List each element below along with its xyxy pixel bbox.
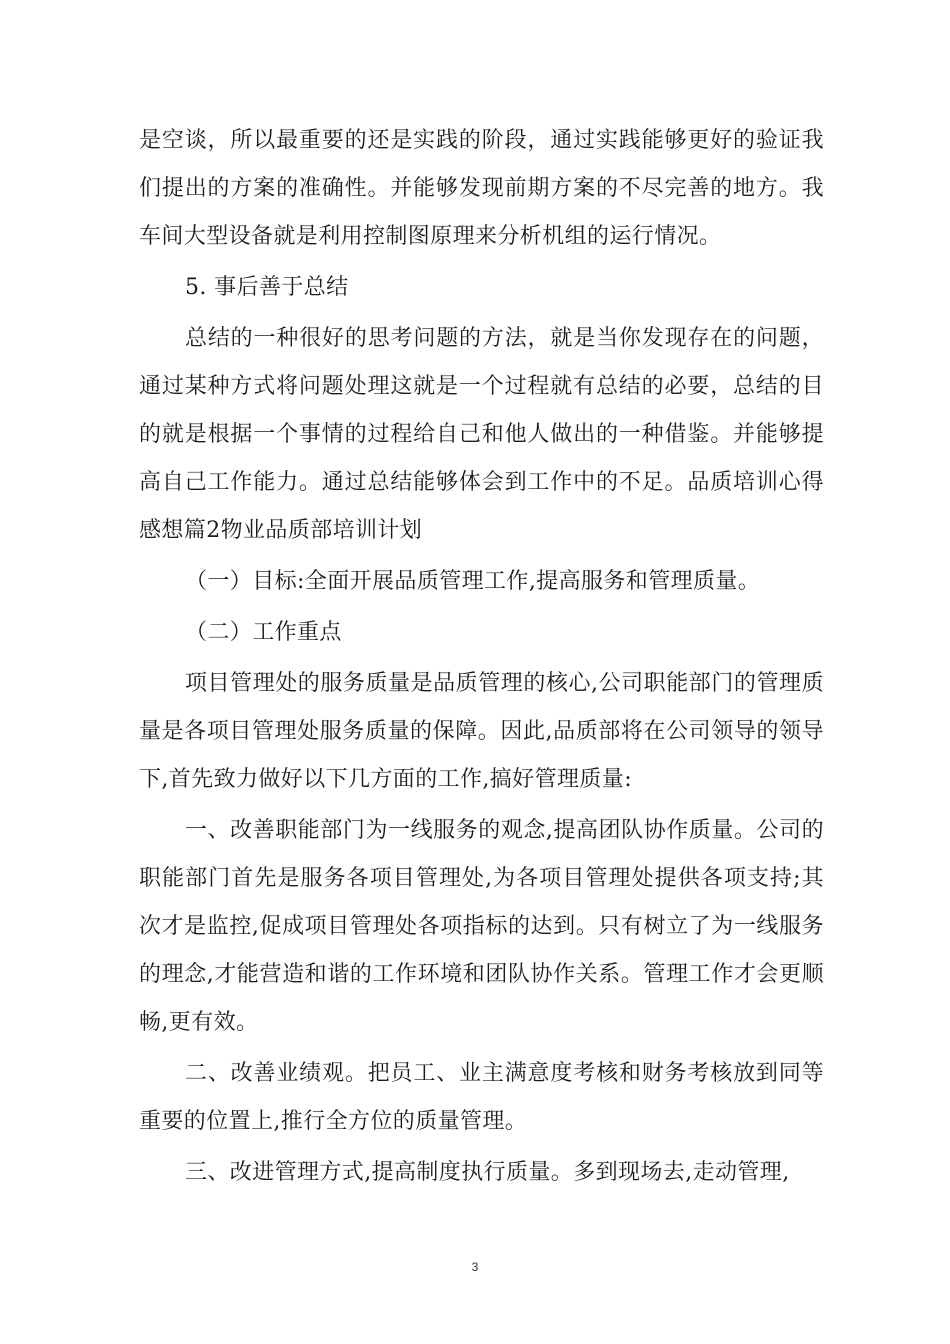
paragraph-practice: 是空谈，所以最重要的还是实践的阶段，通过实践能够更好的验证我们提出的方案的准确性。并能够发现前期方案的不尽完善的地方。我车间大型设备就是利用控制图原理来分析机组的运行情况。 bbox=[139, 128, 824, 249]
heading-summarize: 5. 事后善于总结 bbox=[185, 275, 349, 300]
paragraph-item-three: 三、改进管理方式,提高制度执行质量。多到现场去,走动管理, bbox=[185, 1160, 790, 1185]
heading-goal: （一）目标:全面开展品质管理工作,提高服务和管理质量。 bbox=[185, 569, 761, 594]
paragraph-item-two: 二、改善业绩观。把员工、业主满意度考核和财务考核放到同等重要的位置上,推行全方位的质量管理。 bbox=[139, 1061, 824, 1134]
paragraph-item-one: 一、改善职能部门为一线服务的观念,提高团队协作质量。公司的职能部门首先是服务各项目管理处,为各项目管理处提供各项支持;其次才是监控,促成项目管理处各项指标的达到。只有树立了为一线服务的理念,才能营造和谐的工作环境和团队协作关系。管理工作才会更顺畅,更有效。 bbox=[139, 818, 824, 1035]
paragraph-service-quality: 项目管理处的服务质量是品质管理的核心,公司职能部门的管理质量是各项目管理处服务质量的保障。因此,品质部将在公司领导的领导下,首先致力做好以下几方面的工作,搞好管理质量: bbox=[139, 671, 824, 792]
document-body bbox=[139, 117, 824, 1197]
paragraph-summary: 总结的一种很好的思考问题的方法，就是当你发现存在的问题，通过某种方式将问题处理这就是一个过程就有总结的必要，总结的目的就是根据一个事情的过程给自己和他人做出的一种借鉴。并能够提高自己工作能力。通过总结能够体会到工作中的不足。品质培训心得感想篇2物业品质部培训计划 bbox=[139, 326, 824, 543]
page-number: 3 bbox=[471, 1260, 479, 1274]
heading-key-work: （二）工作重点 bbox=[185, 620, 342, 645]
